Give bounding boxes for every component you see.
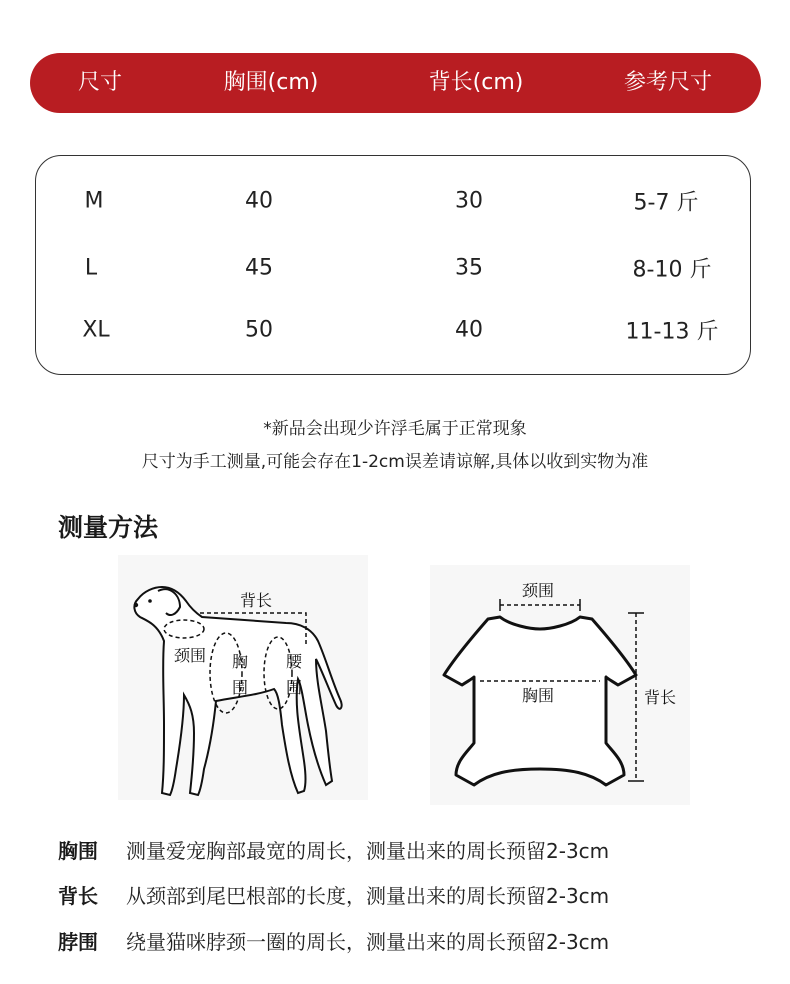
definition-term: 背长 (58, 884, 98, 908)
shirt-chest-label: 胸围 (522, 686, 555, 705)
definition-back-length (58, 880, 609, 909)
size-cell: M (84, 188, 104, 214)
ref-cell: 8-10 斤 (632, 257, 712, 283)
header-reference-size: 参考尺寸 (623, 70, 713, 95)
note-floating-hair: *新品会出现少许浮毛属于正常现象 (263, 419, 527, 439)
size-table (35, 155, 751, 375)
shirt-neck-label: 颈围 (522, 581, 555, 600)
dog-back-label: 背长 (240, 591, 273, 610)
definition-text: 绕量猫咪脖颈一圈的周长，测量出来的周长预留2-3cm (126, 930, 610, 954)
definition-chest (58, 835, 609, 864)
back-cell: 40 (455, 317, 483, 343)
shirt-measurement-diagram (430, 565, 690, 805)
dog-eye (148, 599, 152, 603)
dog-waist-label-1: 腰 (286, 652, 303, 671)
dog-measurement-diagram (118, 555, 368, 800)
chest-cell: 40 (245, 188, 273, 214)
ref-cell: 5-7 斤 (633, 190, 699, 216)
dog-waist-label-2: 围 (286, 678, 303, 697)
note-measurement-error: 尺寸为手工测量,可能会存在1-2cm误差请谅解,具体以收到实物为准 (141, 452, 649, 472)
dog-neck-label: 颈围 (174, 646, 207, 665)
dog-chest-label-1: 胸 (232, 652, 249, 671)
definition-text: 从颈部到尾巴根部的长度，测量出来的周长预留2-3cm (126, 884, 610, 908)
size-cell: L (84, 255, 98, 281)
definition-term: 胸围 (58, 839, 98, 863)
shirt-back-label: 背长 (644, 688, 677, 707)
size-cell: XL (82, 317, 110, 343)
chest-cell: 50 (245, 317, 273, 343)
ref-cell: 11-13 斤 (625, 319, 719, 345)
definition-text: 测量爱宠胸部最宽的周长，测量出来的周长预留2-3cm (126, 839, 610, 863)
back-cell: 35 (455, 255, 483, 281)
section-title: 测量方法 (58, 513, 159, 542)
header-chest: 胸围(cm) (223, 70, 319, 95)
size-chart-header (30, 53, 761, 113)
header-size: 尺寸 (77, 70, 123, 95)
dog-nose (134, 603, 138, 607)
back-cell: 30 (455, 188, 483, 214)
header-back-length: 背长(cm) (428, 70, 524, 95)
chest-cell: 45 (245, 255, 273, 281)
dog-chest-label-2: 围 (232, 678, 249, 697)
definition-neck (58, 926, 609, 955)
definition-term: 脖围 (58, 930, 98, 954)
